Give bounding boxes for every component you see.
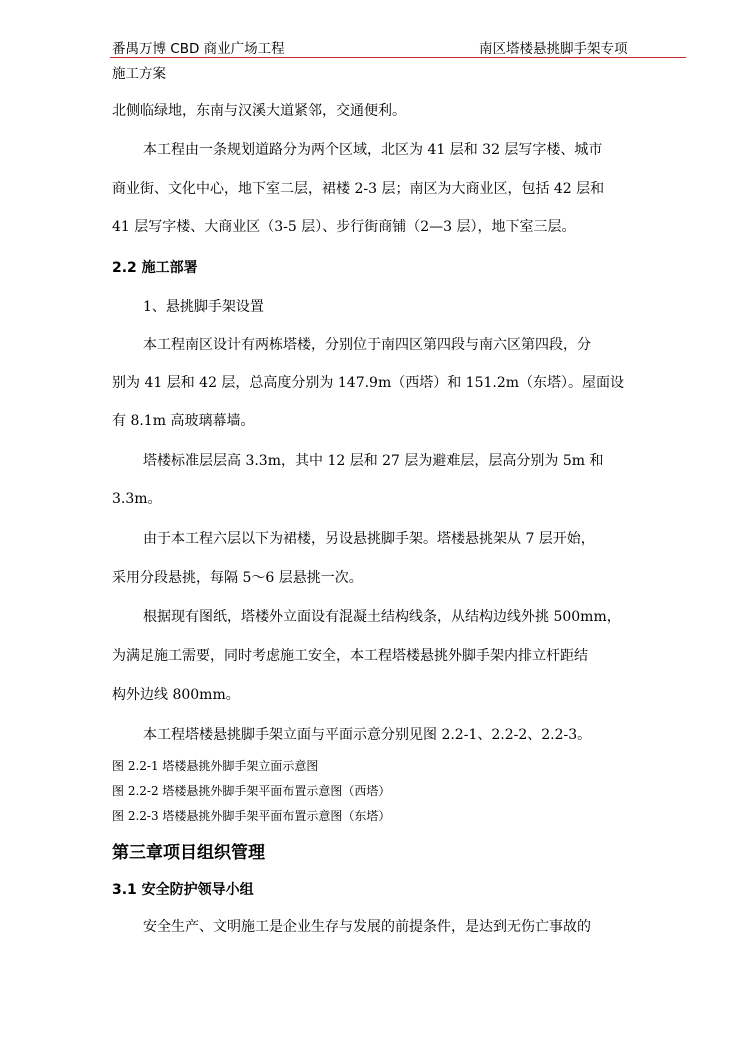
figure-caption: 图 2.2-1 塔楼悬挑外脚手架立面示意图 xyxy=(112,759,319,773)
paragraph-line: 安全生产、文明施工是企业生存与发展的前提条件，是达到无伤亡事故的 xyxy=(143,919,591,935)
paragraph-line: 41 层写字楼、大商业区（3-5 层）、步行街商铺（2—3 层），地下室三层。 xyxy=(112,219,576,235)
paragraph-line: 本工程南区设计有两栋塔楼，分别位于南四区第四段与南六区第四段，分 xyxy=(143,337,591,353)
paragraph-line: 由于本工程六层以下为裙楼，另设悬挑脚手架。塔楼悬挑架从 7 层开始， xyxy=(143,531,595,547)
section-heading-2-2: 2.2 施工部署 xyxy=(112,260,198,276)
chapter-heading: 第三章项目组织管理 xyxy=(112,843,265,863)
paragraph-line: 为满足施工需要，同时考虑施工安全，本工程塔楼悬挑外脚手架内排立杆距结 xyxy=(112,648,588,664)
paragraph-line: 构外边线 800mm。 xyxy=(112,687,240,703)
figure-caption: 图 2.2-2 塔楼悬挑外脚手架平面布置示意图（西塔） xyxy=(112,784,391,798)
paragraph-line: 北侧临绿地，东南与汉溪大道紧邻，交通便利。 xyxy=(112,103,406,119)
header-rule xyxy=(110,57,686,58)
paragraph-line: 本工程由一条规划道路分为两个区域，北区为 41 层和 32 层写字楼、城市 xyxy=(143,142,603,158)
header-subtitle: 施工方案 xyxy=(112,66,166,82)
section-heading-3-1: 3.1 安全防护领导小组 xyxy=(112,882,254,898)
paragraph-line: 根据现有图纸，塔楼外立面设有混凝土结构线条，从结构边线外挑 500mm， xyxy=(143,609,621,625)
figure-caption: 图 2.2-3 塔楼悬挑外脚手架平面布置示意图（东塔） xyxy=(112,809,391,823)
header-project-name: 番禺万博 CBD 商业广场工程 xyxy=(112,41,285,57)
paragraph-line: 1、悬挑脚手架设置 xyxy=(143,299,264,315)
paragraph-line: 采用分段悬挑，每隔 5～6 层悬挑一次。 xyxy=(112,570,363,586)
paragraph-line: 有 8.1m 高玻璃幕墙。 xyxy=(112,413,255,429)
header-document-title: 南区塔楼悬挑脚手架专项 xyxy=(479,41,628,57)
paragraph-line: 商业街、文化中心，地下室二层，裙楼 2-3 层；南区为大商业区，包括 42 层和 xyxy=(112,181,605,197)
paragraph-line: 3.3m。 xyxy=(112,491,162,507)
paragraph-line: 别为 41 层和 42 层，总高度分别为 147.9m（西塔）和 151.2m（东塔）。屋面设 xyxy=(112,375,625,391)
paragraph-line: 塔楼标准层层高 3.3m，其中 12 层和 27 层为避难层，层高分别为 5m 和 xyxy=(143,453,604,469)
paragraph-line: 本工程塔楼悬挑脚手架立面与平面示意分别见图 2.2-1、2.2-2、2.2-3。 xyxy=(143,727,592,743)
